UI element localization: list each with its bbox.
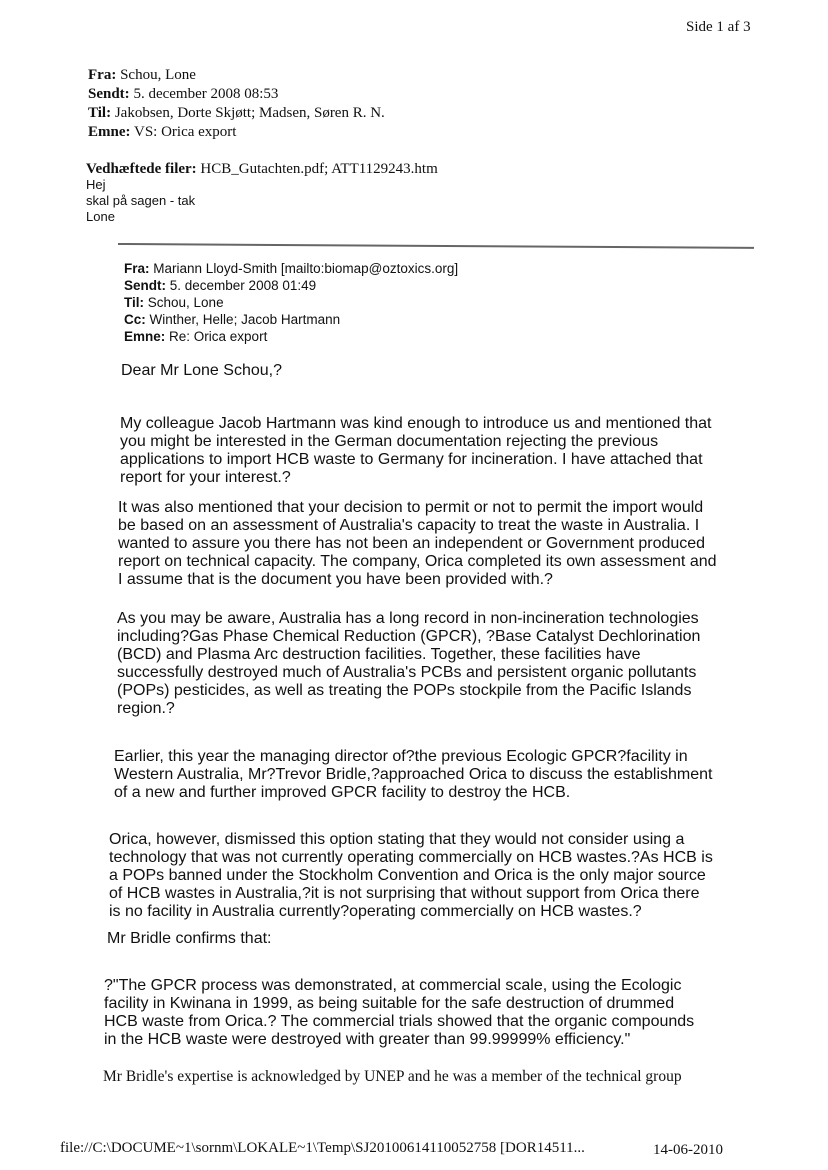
inner-from-value: Mariann Lloyd-Smith [mailto:biomap@oztoxics.org] [153,261,459,276]
inner-sent-line: Sendt: 5. december 2008 01:49 [124,278,317,293]
paragraph-line: I assume that is the document you have been provided with.? [118,571,553,588]
inner-to-value: Schou, Lone [147,295,224,310]
inner-cc-value: Winther, Helle; Jacob Hartmann [149,312,341,327]
paragraph-line: technology that was not currently operating commercially on HCB wastes.?As HCB is [109,849,713,866]
outer-to-line: Til: Jakobsen, Dorte Skjøtt; Madsen, Søren R. N. [88,105,385,121]
paragraph-line: wanted to assure you there has not been an independent or Government produced [118,535,706,552]
paragraph-line: report on technical capacity. The company, Orica completed its own assessment and [118,553,717,570]
paragraph-line: you might be interested in the German documentation rejecting the previous [120,433,659,450]
outer-from-line: Fra: Schou, Lone [88,67,196,83]
paragraph-line: (POPs) pesticides, as well as treating the POPs stockpile from the Pacific Islands [117,682,692,699]
inner-to-line: Til: Schou, Lone [124,295,224,310]
attachments-value: HCB_Gutachten.pdf; ATT1129243.htm [200,161,438,177]
paragraph-line: (BCD) and Plasma Arc destruction facilities. Together, these facilities have [117,646,641,663]
paragraph-line: successfully destroyed much of Australia's PCBs and persistent organic pollutants [117,664,697,681]
inner-subject-line: Emne: Re: Orica export [124,329,268,344]
paragraph-line: As you may be aware, Australia has a long record in non-incineration technologies [117,610,699,627]
paragraph-line: It was also mentioned that your decision to permit or not to permit the import would [118,499,704,516]
paragraph-line: including?Gas Phase Chemical Reduction (GPCR), ?Base Catalyst Dechlorination [117,628,701,645]
paragraph-line: a POPs banned under the Stockholm Convention and Orica is the only major source [109,867,706,884]
inner-from-line: Fra: Mariann Lloyd-Smith [mailto:biomap@oztoxics.org] [124,261,459,276]
outer-subject-line: Emne: VS: Orica export [88,124,237,140]
outer-subject-value: VS: Orica export [133,124,237,140]
paragraph-6: Mr Bridle confirms that: [107,930,272,947]
outer-body [86,177,195,225]
inner-sent-value: 5. december 2008 01:49 [169,278,317,293]
outer-body-line: skal på sagen - tak [86,193,196,208]
paragraph-2 [118,499,717,589]
paragraph-line: My colleague Jacob Hartmann was kind enough to introduce us and mentioned that [120,415,712,432]
paragraph-line: ?"The GPCR process was demonstrated, at commercial scale, using the Ecologic [104,977,682,994]
outer-sent-value: 5. december 2008 08:53 [133,86,279,102]
inner-cc-line: Cc: Winther, Helle; Jacob Hartmann [124,312,341,327]
paragraph-line: of a new and further improved GPCR facility to destroy the HCB. [114,784,571,801]
outer-body-line: Lone [86,209,115,224]
paragraph-8: Mr Bridle's expertise is acknowledged by UNEP and he was a member of the technical group [103,1068,682,1085]
paragraph-line: of HCB wastes in Australia,?it is not surprising that without support from Orica there [109,885,700,902]
paragraph-1 [120,415,711,487]
paragraph-7-quote [104,977,694,1049]
inner-subject-value: Re: Orica export [169,329,268,344]
paragraph-line: HCB waste from Orica.? The commercial trials showed that the organic compounds [104,1013,695,1030]
footer-file-path: file://C:\DOCUME~1\sornm\LOKALE~1\Temp\SJ20100614110052758 [DOR14511... [60,1140,585,1156]
paragraph-line: facility in Kwinana in 1999, as being suitable for the safe destruction of drummed [104,995,675,1012]
outer-to-value: Jakobsen, Dorte Skjøtt; Madsen, Søren R. N. [114,105,385,121]
paragraph-line: in the HCB waste were destroyed with greater than 99.99999% efficiency." [104,1031,631,1048]
footer-date: 14-06-2010 [653,1142,723,1158]
outer-body-line: Hej [86,177,106,192]
inner-email-header [124,260,458,345]
greeting: Dear Mr Lone Schou,? [121,362,282,379]
separator-rule [118,243,754,249]
paragraph-line: be based on an assessment of Australia's capacity to treat the waste in Australia. I [118,517,700,534]
attachments-line: Vedhæftede filer: HCB_Gutachten.pdf; ATT1129243.htm [86,161,438,177]
paragraph-line: Orica, however, dismissed this option stating that they would not consider using a [109,831,685,848]
paragraph-3 [117,610,700,718]
paragraph-line: Western Australia, Mr?Trevor Bridle,?approached Orica to discuss the establishment [114,766,713,783]
paragraph-line: report for your interest.? [120,469,291,486]
outer-from-value: Schou, Lone [120,67,196,83]
paragraph-5 [109,831,713,921]
paragraph-4 [114,748,713,802]
paragraph-line: applications to import HCB waste to Germany for incineration. I have attached that [120,451,703,468]
outer-email-header [88,66,385,142]
outer-sent-line: Sendt: 5. december 2008 08:53 [88,86,279,102]
paragraph-line: is no facility in Australia currently?operating commercially on HCB wastes.? [109,903,642,920]
paragraph-line: Earlier, this year the managing director of?the previous Ecologic GPCR?facility in [114,748,688,765]
page-number: Side 1 af 3 [686,19,751,35]
paragraph-line: region.? [117,700,175,717]
